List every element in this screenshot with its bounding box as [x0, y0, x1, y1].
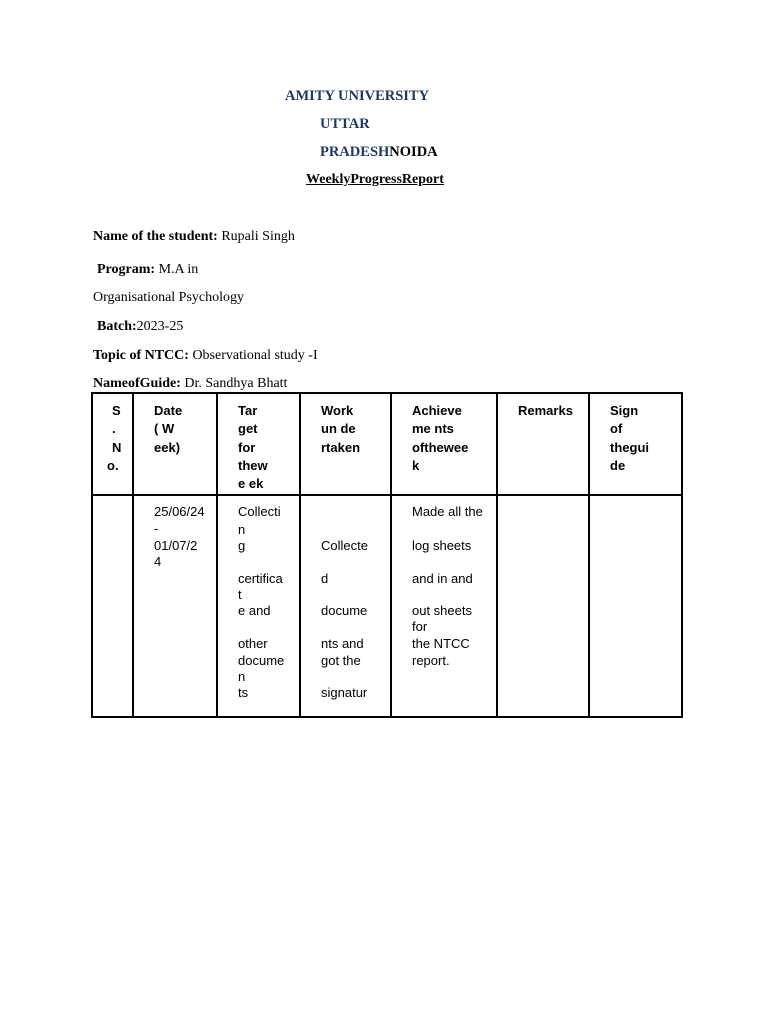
state-line: UTTAR — [320, 116, 370, 132]
cell-target: Collecti n g certifica t e and other docume n ts — [217, 495, 300, 717]
report-title: WeeklyProgressReport — [306, 172, 444, 187]
location-line — [320, 144, 438, 160]
batch-value: 2023-25 — [136, 319, 184, 334]
header-cell-sno — [92, 393, 133, 495]
header-cell-sign — [589, 393, 682, 495]
cell-remarks — [497, 495, 589, 717]
table-header-row — [92, 393, 682, 495]
header-cell-work — [300, 393, 391, 495]
batch-field — [97, 319, 183, 335]
progress-table — [91, 392, 683, 718]
topic-field — [93, 348, 318, 364]
header-remarks: Remarks — [518, 403, 573, 418]
header-sno: S . N o. — [107, 403, 122, 473]
cell-date: 25/06/24 - 01/07/2 4 — [133, 495, 217, 717]
guide-value: Dr. Sandhya Bhatt — [180, 376, 288, 391]
program-value-continued: Organisational Psychology — [93, 290, 245, 305]
header-achievements: Achieve me nts ofthewee k — [412, 403, 469, 473]
header-cell-remarks — [497, 393, 589, 495]
header-cell-date — [133, 393, 217, 495]
header-sign: Sign of thegui de — [610, 403, 649, 473]
topic-label: Topic of NTCC: — [93, 348, 189, 363]
header-date: Date ( W eek) — [154, 403, 183, 455]
guide-label: NameofGuide: — [93, 376, 181, 391]
table-row — [92, 495, 682, 717]
batch-label: Batch: — [97, 319, 137, 334]
header-cell-achievements — [391, 393, 497, 495]
university-name: AMITY UNIVERSITY — [285, 88, 430, 104]
cell-sno — [92, 495, 133, 717]
program-value: M.A in — [155, 262, 199, 277]
cell-work: Collecte d docume nts and got the signatur — [300, 495, 391, 717]
student-name-value: Rupali Singh — [217, 229, 295, 244]
cell-sign — [589, 495, 682, 717]
city-name: NOIDA — [389, 144, 438, 160]
header-work: Work un de rtaken — [321, 403, 361, 455]
cell-achievements: Made all the log sheets and in and out sheets for the NTCC report. — [391, 495, 497, 717]
student-name-field — [93, 229, 295, 245]
topic-value: Observational study -I — [188, 348, 318, 363]
program-field — [97, 262, 198, 278]
header-cell-target — [217, 393, 300, 495]
header-target: Tar get for thew e ek — [238, 403, 268, 492]
state-name: PRADESH — [320, 144, 390, 160]
guide-field — [93, 376, 287, 392]
program-label: Program: — [97, 262, 156, 277]
student-name-label: Name of the student: — [93, 229, 218, 244]
